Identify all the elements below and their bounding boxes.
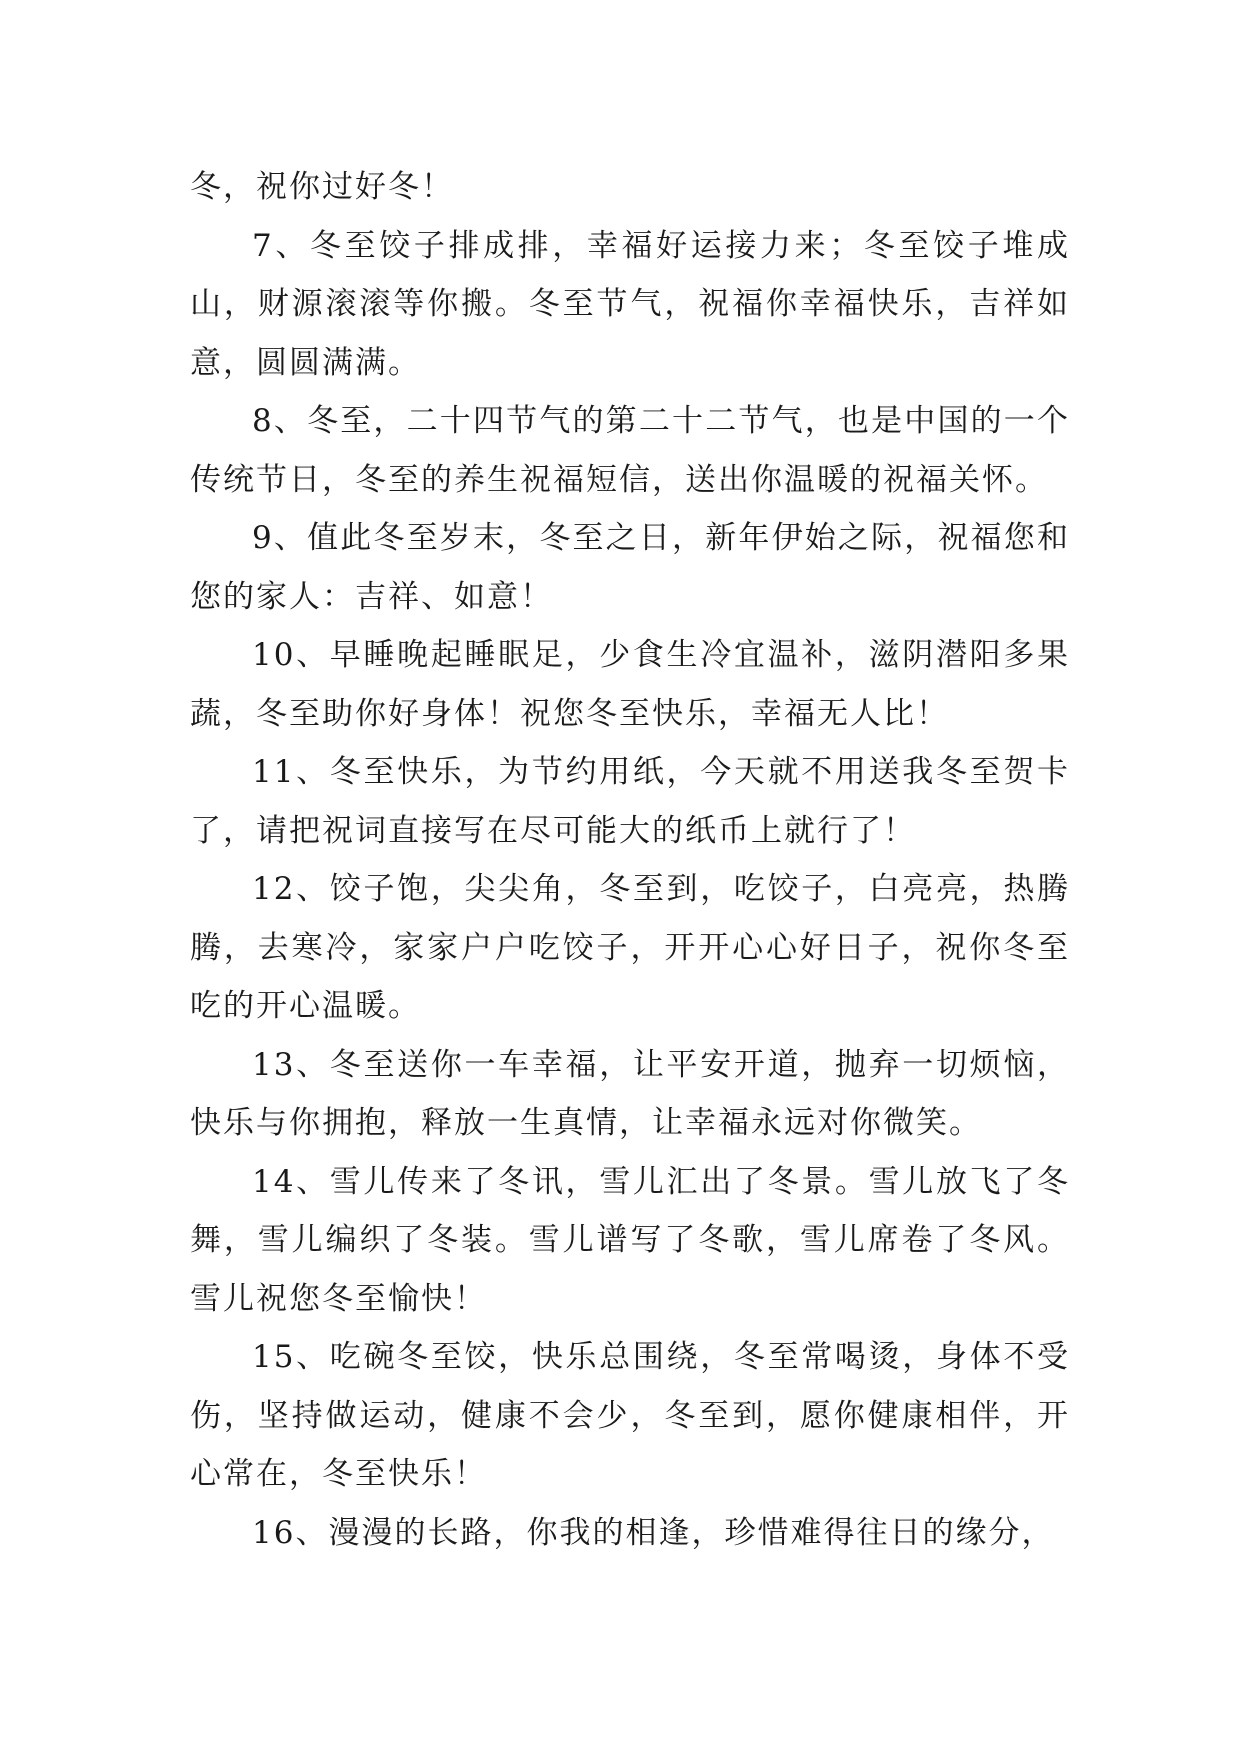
- paragraph-item-11: 11、冬至快乐，为节约用纸，今天就不用送我冬至贺卡了，请把祝词直接写在尽可能大的纸币上就行了！: [190, 754, 1070, 849]
- paragraph-item-15: 15、吃碗冬至饺，快乐总围绕，冬至常喝烫，身体不受伤，坚持做运动，健康不会少，冬至到，愿你健康相伴，开心常在，冬至快乐！: [190, 1339, 1070, 1492]
- paragraph-item-12: 12、饺子饱，尖尖角，冬至到，吃饺子，白亮亮，热腾腾，去寒冷，家家户户吃饺子，开开心心好日子，祝你冬至吃的开心温暖。: [190, 871, 1070, 1024]
- paragraph-item-8: 8、冬至，二十四节气的第二十二节气，也是中国的一个传统节日，冬至的养生祝福短信，送出你温暖的祝福关怀。: [190, 403, 1070, 498]
- paragraph-item-16: 16、漫漫的长路，你我的相逢，珍惜难得往日的缘分，: [252, 1514, 1055, 1551]
- paragraph-continuation: 冬，祝你过好冬！: [190, 169, 454, 205]
- paragraph-item-13: 13、冬至送你一车幸福，让平安开道，抛弃一切烦恼，快乐与你拥抱，释放一生真情，让幸福永远对你微笑。: [190, 1046, 1070, 1141]
- paragraph-item-9: 9、值此冬至岁末，冬至之日，新年伊始之际，祝福您和您的家人：吉祥、如意！: [190, 520, 1070, 615]
- paragraph-item-10: 10、早睡晚起睡眠足，少食生冷宜温补，滋阴潜阳多果蔬，冬至助你好身体！祝您冬至快乐，幸福无人比！: [190, 637, 1070, 732]
- document-body: [190, 158, 1070, 1562]
- paragraph-item-14: 14、雪儿传来了冬讯，雪儿汇出了冬景。雪儿放飞了冬舞，雪儿编织了冬装。雪儿谱写了冬歌，雪儿席卷了冬风。雪儿祝您冬至愉快！: [190, 1163, 1070, 1317]
- paragraph-item-7: 7、冬至饺子排成排，幸福好运接力来；冬至饺子堆成山，财源滚滚等你搬。冬至节气，祝福你幸福快乐，吉祥如意，圆圆满满。: [190, 227, 1070, 381]
